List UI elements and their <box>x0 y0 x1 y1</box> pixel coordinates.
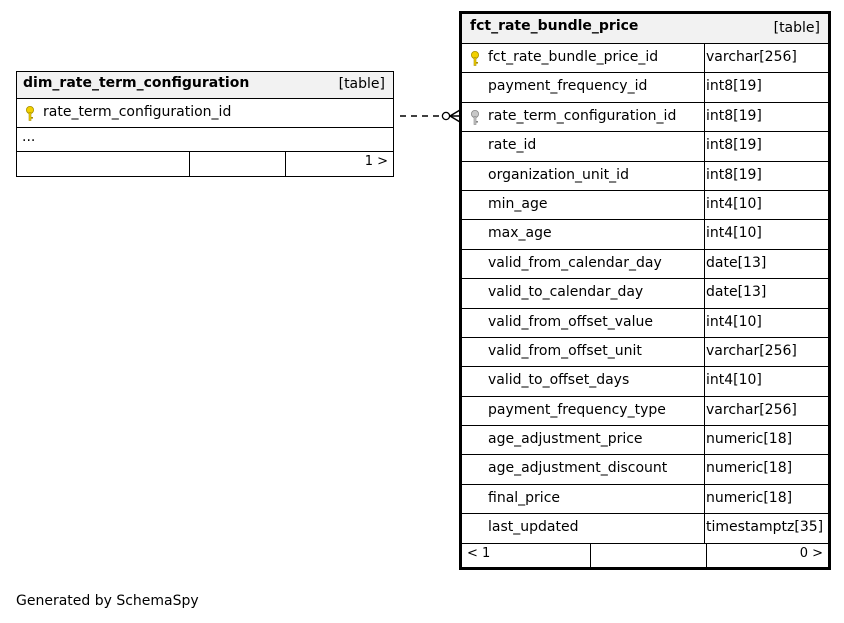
column-row[interactable] <box>17 99 393 128</box>
column-type: varchar[256] <box>706 342 797 359</box>
child-count: 0 > <box>799 545 823 561</box>
column-row[interactable] <box>462 73 828 102</box>
column-row[interactable] <box>462 455 828 484</box>
table-type: [table] <box>338 76 385 92</box>
column-type: timestamptz[35] <box>706 519 824 536</box>
column-type: int8[19] <box>706 78 762 95</box>
table-type: [table] <box>773 20 820 36</box>
column-name: rate_term_configuration_id <box>488 107 677 124</box>
column-row[interactable] <box>462 250 828 279</box>
column-type: numeric[18] <box>706 460 793 477</box>
column-name: rate_id <box>488 137 537 154</box>
ellipsis: ... <box>22 129 36 145</box>
column-name: fct_rate_bundle_price_id <box>488 49 659 65</box>
column-name: valid_from_calendar_day <box>488 254 662 271</box>
parent-count: < 1 <box>467 545 491 561</box>
column-name: valid_to_calendar_day <box>488 284 644 301</box>
column-name: organization_unit_id <box>488 166 629 183</box>
column-type: int4[10] <box>706 225 762 242</box>
generated-by-credit: Generated by SchemaSpy <box>16 593 199 609</box>
column-row[interactable] <box>462 191 828 220</box>
column-name: rate_term_configuration_id <box>43 104 232 120</box>
column-row[interactable] <box>462 367 828 396</box>
column-name: valid_from_offset_value <box>488 313 653 330</box>
column-type: int8[19] <box>706 107 762 124</box>
column-type: int4[10] <box>706 313 762 330</box>
column-row[interactable] <box>462 132 828 161</box>
column-type: int8[19] <box>706 137 762 154</box>
fct-rate-bundle-price-table[interactable] <box>459 11 831 570</box>
column-type: numeric[18] <box>706 431 793 448</box>
column-row[interactable] <box>462 162 828 191</box>
column-row[interactable] <box>462 279 828 308</box>
column-type: varchar[256] <box>706 49 797 65</box>
column-name: valid_from_offset_unit <box>488 342 642 359</box>
primary-key-icon <box>25 106 35 122</box>
column-name: payment_frequency_type <box>488 401 666 418</box>
column-type: numeric[18] <box>706 489 793 506</box>
column-name: age_adjustment_price <box>488 431 643 448</box>
column-type: varchar[256] <box>706 401 797 418</box>
table-header <box>17 72 393 99</box>
column-type: date[13] <box>706 254 767 271</box>
column-row[interactable] <box>462 485 828 514</box>
column-row[interactable] <box>462 103 828 132</box>
column-name: valid_to_offset_days <box>488 372 630 389</box>
foreign-key-icon <box>470 110 480 126</box>
column-name: max_age <box>488 225 552 242</box>
column-row[interactable] <box>462 397 828 426</box>
column-type: date[13] <box>706 284 767 301</box>
column-type: int8[19] <box>706 166 762 183</box>
column-type: int4[10] <box>706 372 762 389</box>
child-count: 1 > <box>364 154 388 169</box>
column-name: last_updated <box>488 519 579 536</box>
column-name: payment_frequency_id <box>488 78 648 95</box>
column-row[interactable] <box>462 338 828 367</box>
column-row[interactable] <box>462 44 828 73</box>
column-row[interactable] <box>462 426 828 455</box>
table-footer <box>17 152 393 176</box>
table-name: dim_rate_term_configuration <box>23 75 250 91</box>
column-row[interactable] <box>462 220 828 249</box>
column-type: int4[10] <box>706 195 762 212</box>
column-row[interactable] <box>462 309 828 338</box>
more-columns-row <box>17 128 393 152</box>
dim-rate-term-configuration-table[interactable] <box>16 71 394 177</box>
table-footer <box>462 544 828 567</box>
column-name: min_age <box>488 195 548 212</box>
primary-key-icon <box>470 51 480 67</box>
table-name: fct_rate_bundle_price <box>470 18 639 34</box>
table-header <box>462 14 828 44</box>
column-name: age_adjustment_discount <box>488 460 668 477</box>
column-name: final_price <box>488 489 561 506</box>
column-row[interactable] <box>462 514 828 543</box>
column-list <box>462 44 828 544</box>
